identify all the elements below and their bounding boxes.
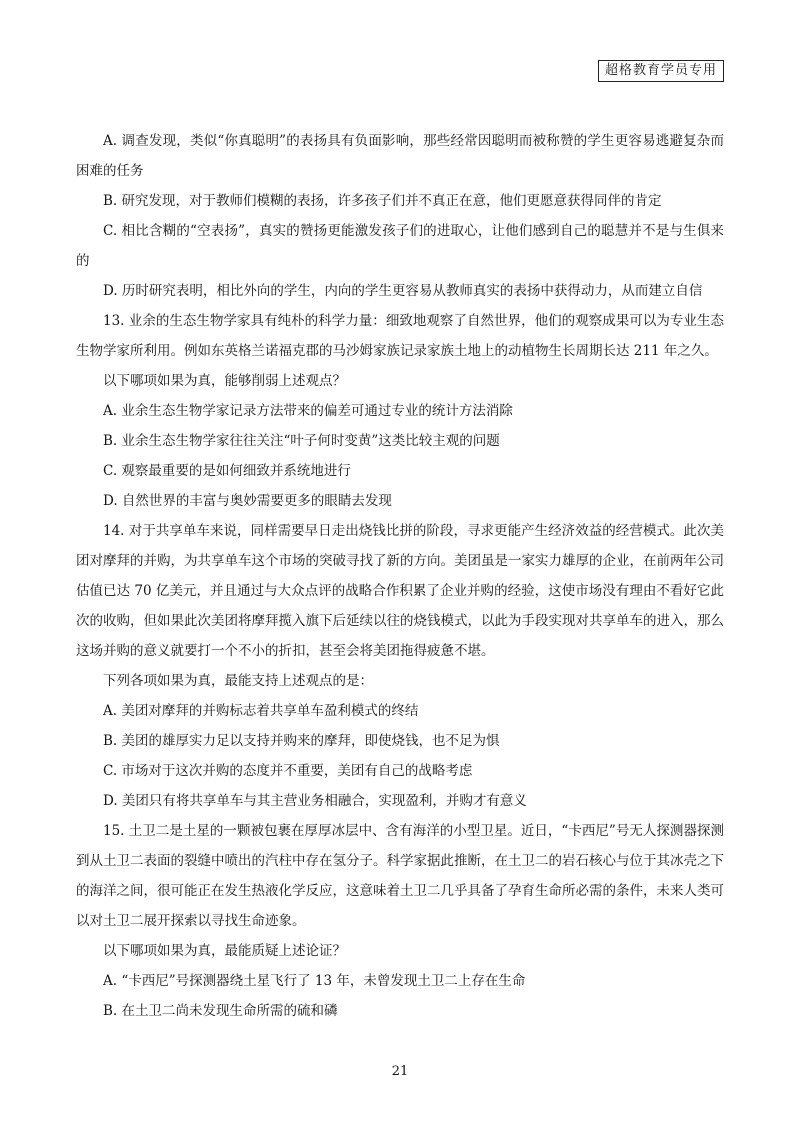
q13-prompt: 以下哪项如果为真，能够削弱上述观点？ xyxy=(103,373,346,389)
q15-option-a: A. “卡西尼”号探测器绕土星飞行了 13 年，未曾发现土卫二上存在生命 xyxy=(103,973,526,989)
header-label: 超格教育学员专用 xyxy=(598,60,724,82)
q15-option-b: B. 在土卫二尚未发现生命所需的硫和磷 xyxy=(103,1003,338,1019)
q14-option-c: C. 市场对于这次并购的态度并不重要，美团有自己的战略考虑 xyxy=(103,763,473,779)
q13-stem: 13. 业余的生态生物学家具有纯朴的科学力量：细致地观察了自然世界，他们的观察成果可以为专业生态生物学家所利用。例如东英格兰诺福克郡的马沙姆家族记录家族土地上的动植物生长周期长达 211 年之久。 xyxy=(76,313,724,359)
page-number: 21 xyxy=(391,1064,409,1079)
page-content xyxy=(76,126,724,1026)
q13-option-b: B. 业余生态生物学家往往关注“叶子何时变黄”这类比较主观的问题 xyxy=(103,433,500,449)
q14-option-d: D. 美团只有将共享单车与其主营业务相融合，实现盈利，并购才有意义 xyxy=(103,793,527,809)
q13-option-c: C. 观察最重要的是如何细致并系统地进行 xyxy=(103,463,351,479)
q13-option-a: A. 业余生态生物学家记录方法带来的偏差可通过专业的统计方法消除 xyxy=(103,403,513,419)
q14-option-b: B. 美团的雄厚实力足以支持并购来的摩拜，即使烧钱，也不足为惧 xyxy=(103,733,500,749)
q12-option-d: D. 历时研究表明，相比外向的学生，内向的学生更容易从教师真实的表扬中获得动力，从而建立自信 xyxy=(103,283,703,299)
q12-option-c: C. 相比含糊的“空表扬”，真实的赞扬更能激发孩子们的进取心，让他们感到自己的聪慧并不是与生俱来的 xyxy=(76,223,724,269)
q14-option-a: A. 美团对摩拜的并购标志着共享单车盈利模式的终结 xyxy=(103,703,419,719)
q12-option-a: A. 调查发现，类似“你真聪明”的表扬具有负面影响，那些经常因聪明而被称赞的学生更容易逃避复杂而困难的任务 xyxy=(76,133,724,179)
q13-option-d: D. 自然世界的丰富与奥妙需要更多的眼睛去发现 xyxy=(103,493,392,509)
q15-stem: 15. 土卫二是土星的一颗被包裹在厚厚冰层中、含有海洋的小型卫星。近日，“卡西尼”号无人探测器探测到从土卫二表面的裂缝中喷出的汽柱中存在氢分子。科学家据此推断，在土卫二的岩石核心与位于其冰壳之下的海洋之间，很可能正在发生热液化学反应，这意味着土卫二几乎具备了孕育生命所必需的条件，未来人类可以对土卫二展开探索以寻找生命迹象。 xyxy=(76,823,724,929)
q14-stem: 14. 对于共享单车来说，同样需要早日走出烧钱比拼的阶段，寻求更能产生经济效益的经营模式。此次美团对摩拜的并购，为共享单车这个市场的突破寻找了新的方向。美团虽是一家实力雄厚的企业，在前两年公司估值已达 70 亿美元，并且通过与大众点评的战略合作积累了企业并购的经验，这使市场没有理由不看好它此次的收购，但如果此次美团将摩拜揽入旗下后延续以往的烧钱模式，以此为手段实现对共享单车的进入，那么这场并购的意义就要打一个不小的折扣，甚至会将美团拖得疲惫不堪。 xyxy=(76,523,724,659)
q15-prompt: 以下哪项如果为真，最能质疑上述论证？ xyxy=(103,943,346,959)
q14-prompt: 下列各项如果为真，最能支持上述观点的是： xyxy=(103,673,373,689)
q12-option-b: B. 研究发现，对于教师们模糊的表扬，许多孩子们并不真正在意，他们更愿意获得同伴的肯定 xyxy=(103,193,662,209)
